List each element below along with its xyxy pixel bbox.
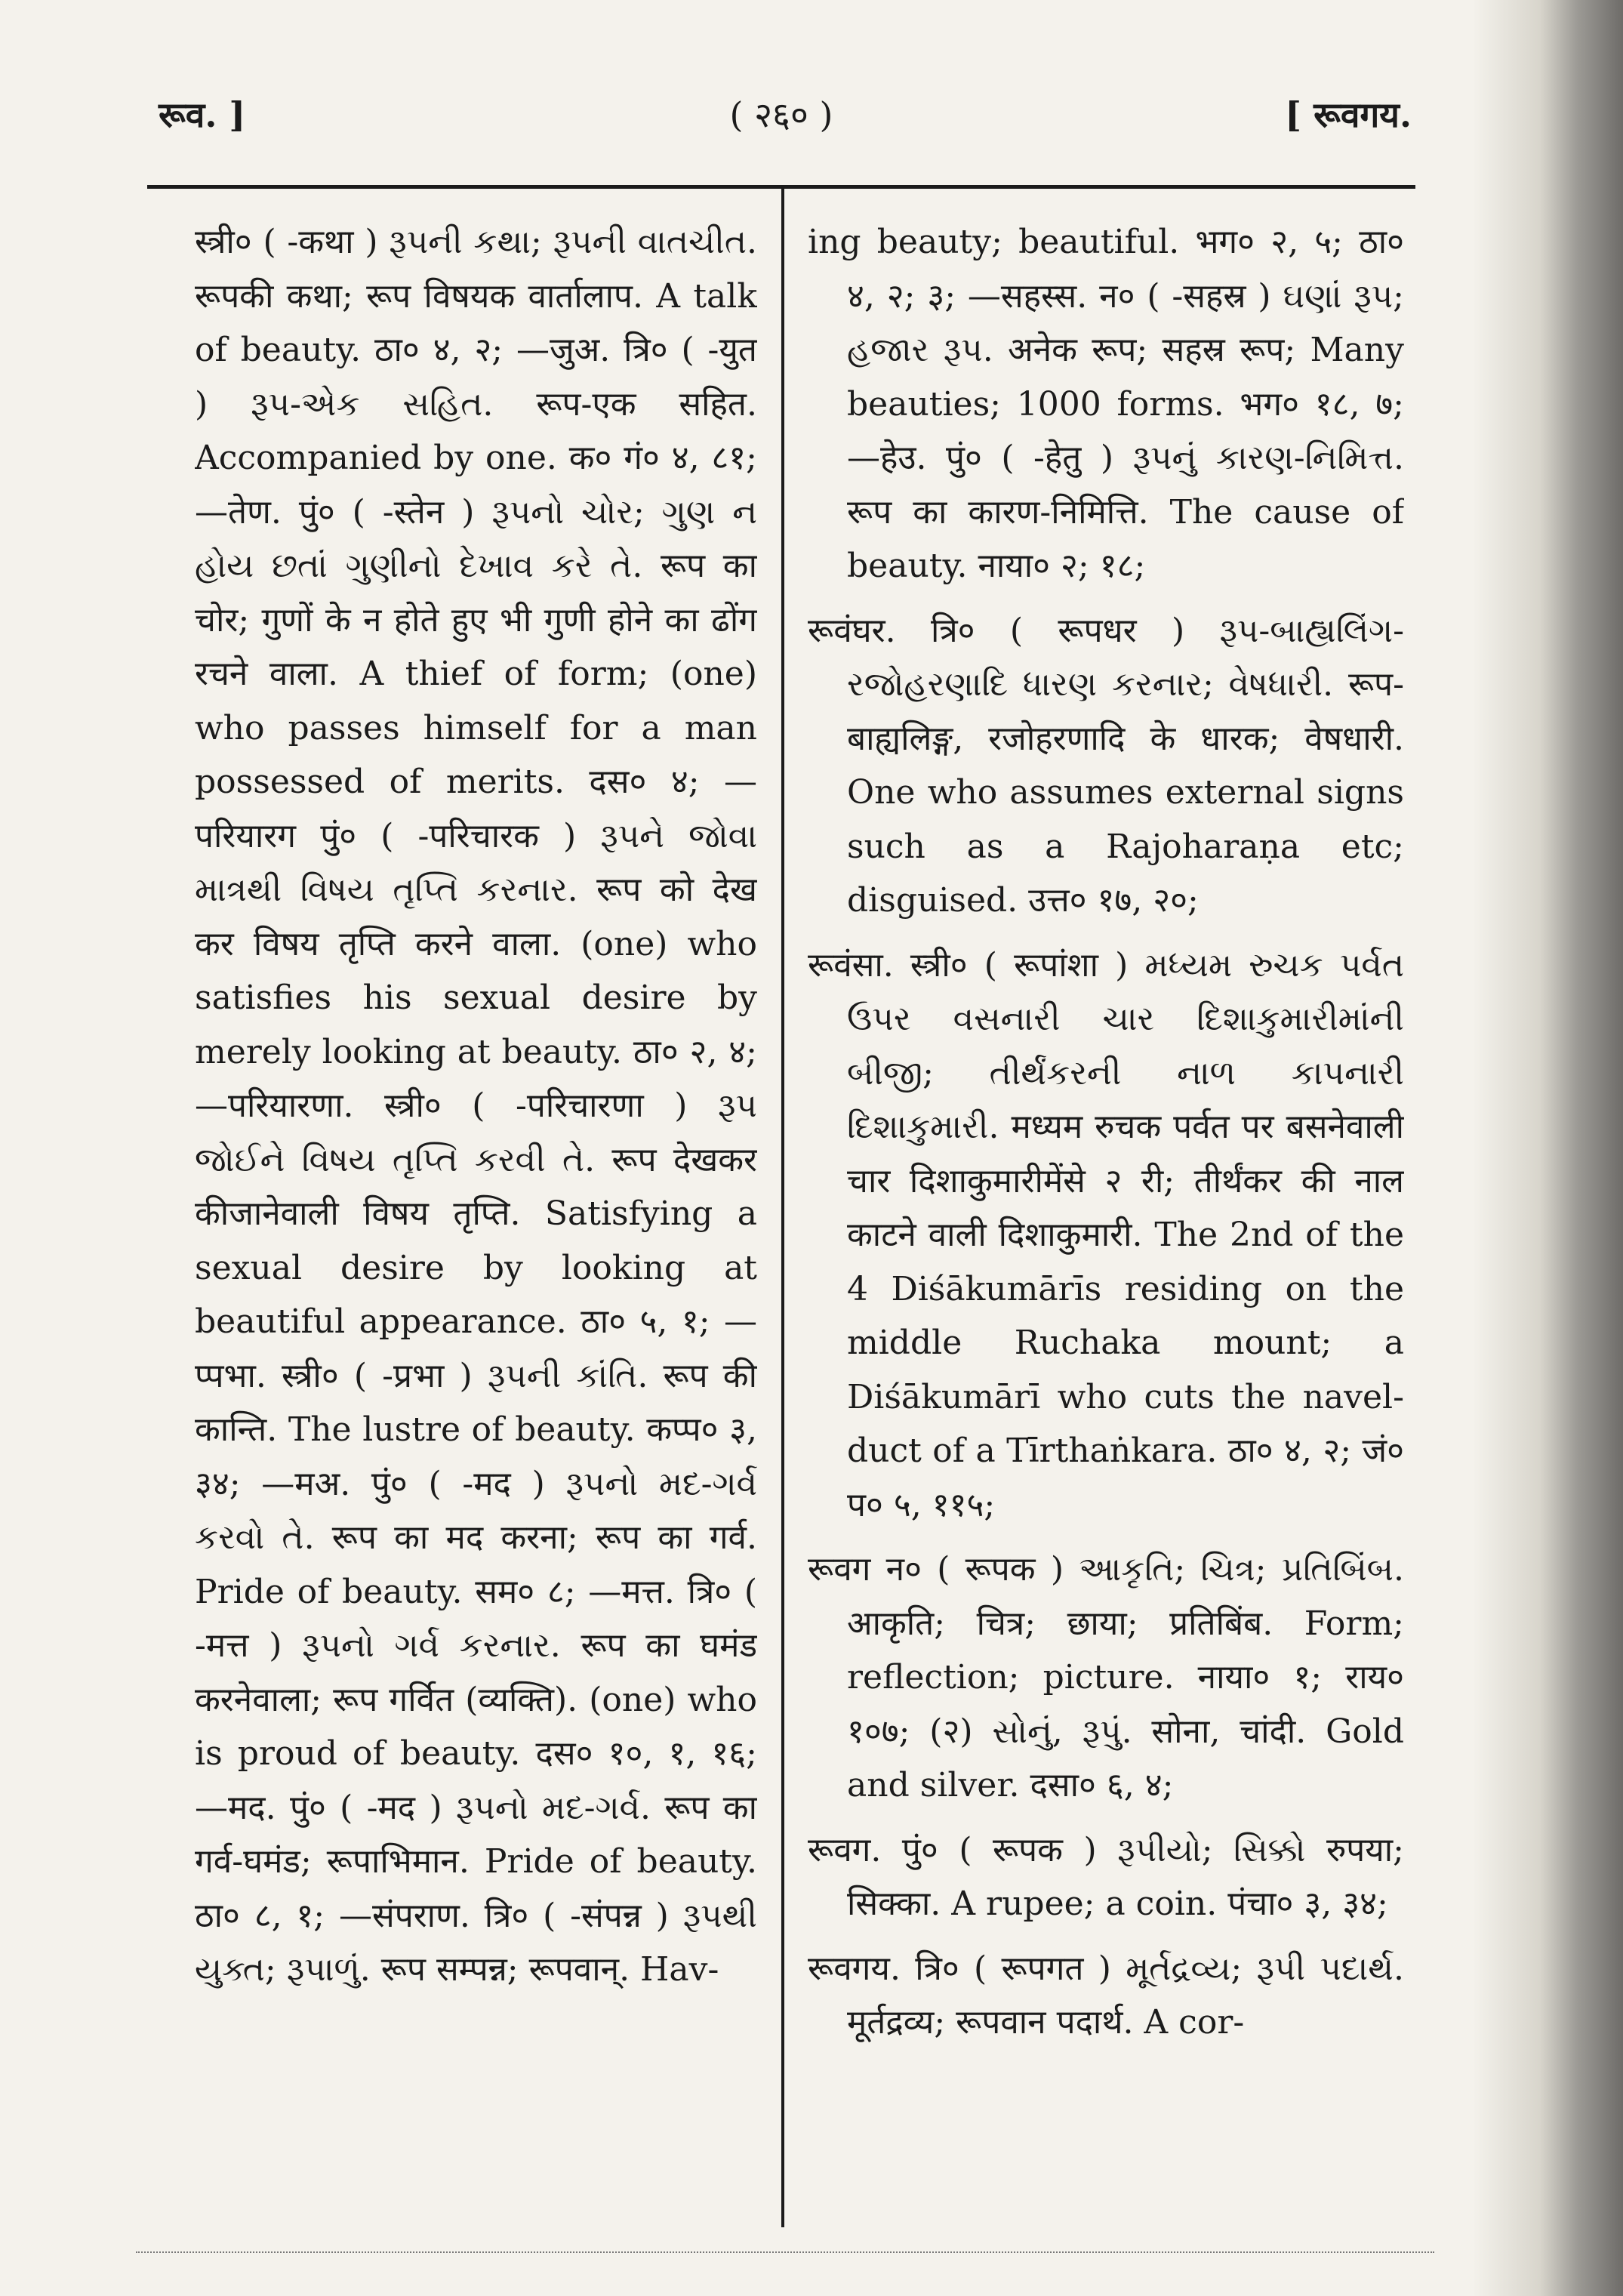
right-column <box>808 215 1404 2246</box>
page-header <box>151 91 1412 159</box>
column-divider <box>781 189 784 2227</box>
page-number: ( २६० ) <box>729 94 833 135</box>
dictionary-entry: रूवग. पुं० ( रूपक ) રૂપીયો; સિક્કો रुपया; सिक्का. A rupee; a coin. पंचा० ३, ३४; <box>808 1830 1404 1923</box>
footer-dotted-rule <box>136 2251 1434 2254</box>
header-left-catchword: रूव. ] <box>159 94 246 135</box>
header-right-catchword: [ रूवगय. <box>1285 94 1412 135</box>
left-column <box>195 215 757 2246</box>
dictionary-entry: ing beauty; beautiful. भग० २, ५; ठा० ४, २; ३; —सहस्स. न० ( -सहस्र ) ઘણાં રૂપ; હજાર રૂપ. अनेक रूप; सहस्र रूप; Many beauties; 1000 forms. भग० १८, ७; —हेउ. पुं० ( -हेतु ) રૂપનું કારણ-નિમિત્ત. रूप का कारण-निमित्ति. The cause of beauty. नाया० २; १८; <box>808 223 1404 585</box>
dictionary-entry: रूवगय. त्रि० ( रूपगत ) મૂર્તદ્રવ્ય; રૂપી પદાર્થ. मूर्तद्रव्य; रूपवान पदार्थ. A cor- <box>808 1949 1404 2042</box>
dictionary-entry: स्त्री० ( -कथा ) રૂપની કથા; રૂપની વાતચીત. रूपकी कथा; रूप विषयक वार्तालाप. A talk of beauty. ठा० ४, २; —जुअ. त्रि० ( -युत ) રૂપ-એક સહિત. रूप-एक सहित. Accompanied by one. क० गं० ४, ८१; —तेण. पुं० ( -स्तेन ) રૂપનો ચોર; ગુણ ન હોય છતાં ગુણીનો દેખાવ કરે તે. रूप का चोर; गुणों के न होते हुए भी गुणी होने का ढोंग रचने वाला. A thief of form; (one) who passes himself for a man possessed of merits. दस० ४; —परियारग पुं० ( -परिचारक ) રૂપને જોવા માત્રથી વિષય તૃપ્તિ કરનાર. रूप को देख कर विषय तृप्ति करने वाला. (one) who satisfies his sexual desire by merely looking at beauty. ठा० २, ४; —परियारणा. स्त्री० ( -परिचारणा ) રૂપ જોઈને વિષય તૃપ્તિ કરવી તે. रूप देखकर कीजानेवाली विषय तृप्ति. Satisfying a sexual desire by looking at beautiful appearance. ठा० ५, १; —प्पभा. स्त्री० ( -प्रभा ) રૂપની કાંતિ. रूप की कान्ति. The lustre of beauty. कप्प० ३, ३४; —मअ. पुं० ( -मद ) રૂપનો મદ-ગર્વ કરવો તે. रूप का मद करना; रूप का गर्व. Pride of beauty. सम० ८; —मत्त. त्रि० ( -मत्त ) રૂપનો ગર્વ કરનાર. रूप का घमंड करनेवाला; रूप गर्वित (व्यक्ति). (one) who is proud of beauty. दस० १०, १, १६; —मद. पुं० ( -मद ) રૂપનો મદ-ગર્વ. रूप का गर्व-घमंड; रूपाभिमान. Pride of beauty. ठा० ८, १; —संपराण. त्रि० ( -संपन्न ) રૂપથી યુક્ત; રૂપાળું. रूप सम्पन्न; रूपवान्. Hav- <box>195 223 757 1989</box>
dictionary-entry: रूवग न० ( रूपक ) આકૃતિ; ચિત્ર; પ્રતિબિંબ. आकृति; चित्र; छाया; प्रतिबिंब. Form; reflection; picture. नाया० १; राय० १०७; (२) સોનું, રૂપું. सोना, चांदी. Gold and silver. दसा० ६, ४; <box>808 1550 1404 1804</box>
page-edge-shadow <box>1472 0 1623 2296</box>
dictionary-entry: रूवंसा. स्त्री० ( रूपांशा ) મધ્યમ રુચક પર્વત ઉપર વસનારી ચાર દિશાકુમારીમાંની બીજી; તીર્થંકરની નાળ કાપનારી દિશાકુમારી. मध्यम रुचक पर्वत पर बसनेवाली चार दिशाकुमारीमेंसे २ री; तीर्थंकर की नाल काटने वाली दिशाकुमारी. The 2nd of the 4 Diśākumārīs residing on the middle Ruchaka mount; a Diśākumārī who cuts the navel-duct of a Tīrthaṅkara. ठा० ४, २; जं० प० ५, ११५; <box>808 945 1404 1524</box>
dictionary-entry: रूवंघर. त्रि० ( रूपधर ) રૂપ-બાહ્યલિંગ-રજોહરણાદિ ધારણ કરનાર; વેષધારી. रूप-बाह्यलिङ्ग, रजोहरणादि के धारक; वेषधारी. One who assumes external signs such as a Rajoharaṇa etc; disguised. उत्त० १७, २०; <box>808 611 1404 920</box>
